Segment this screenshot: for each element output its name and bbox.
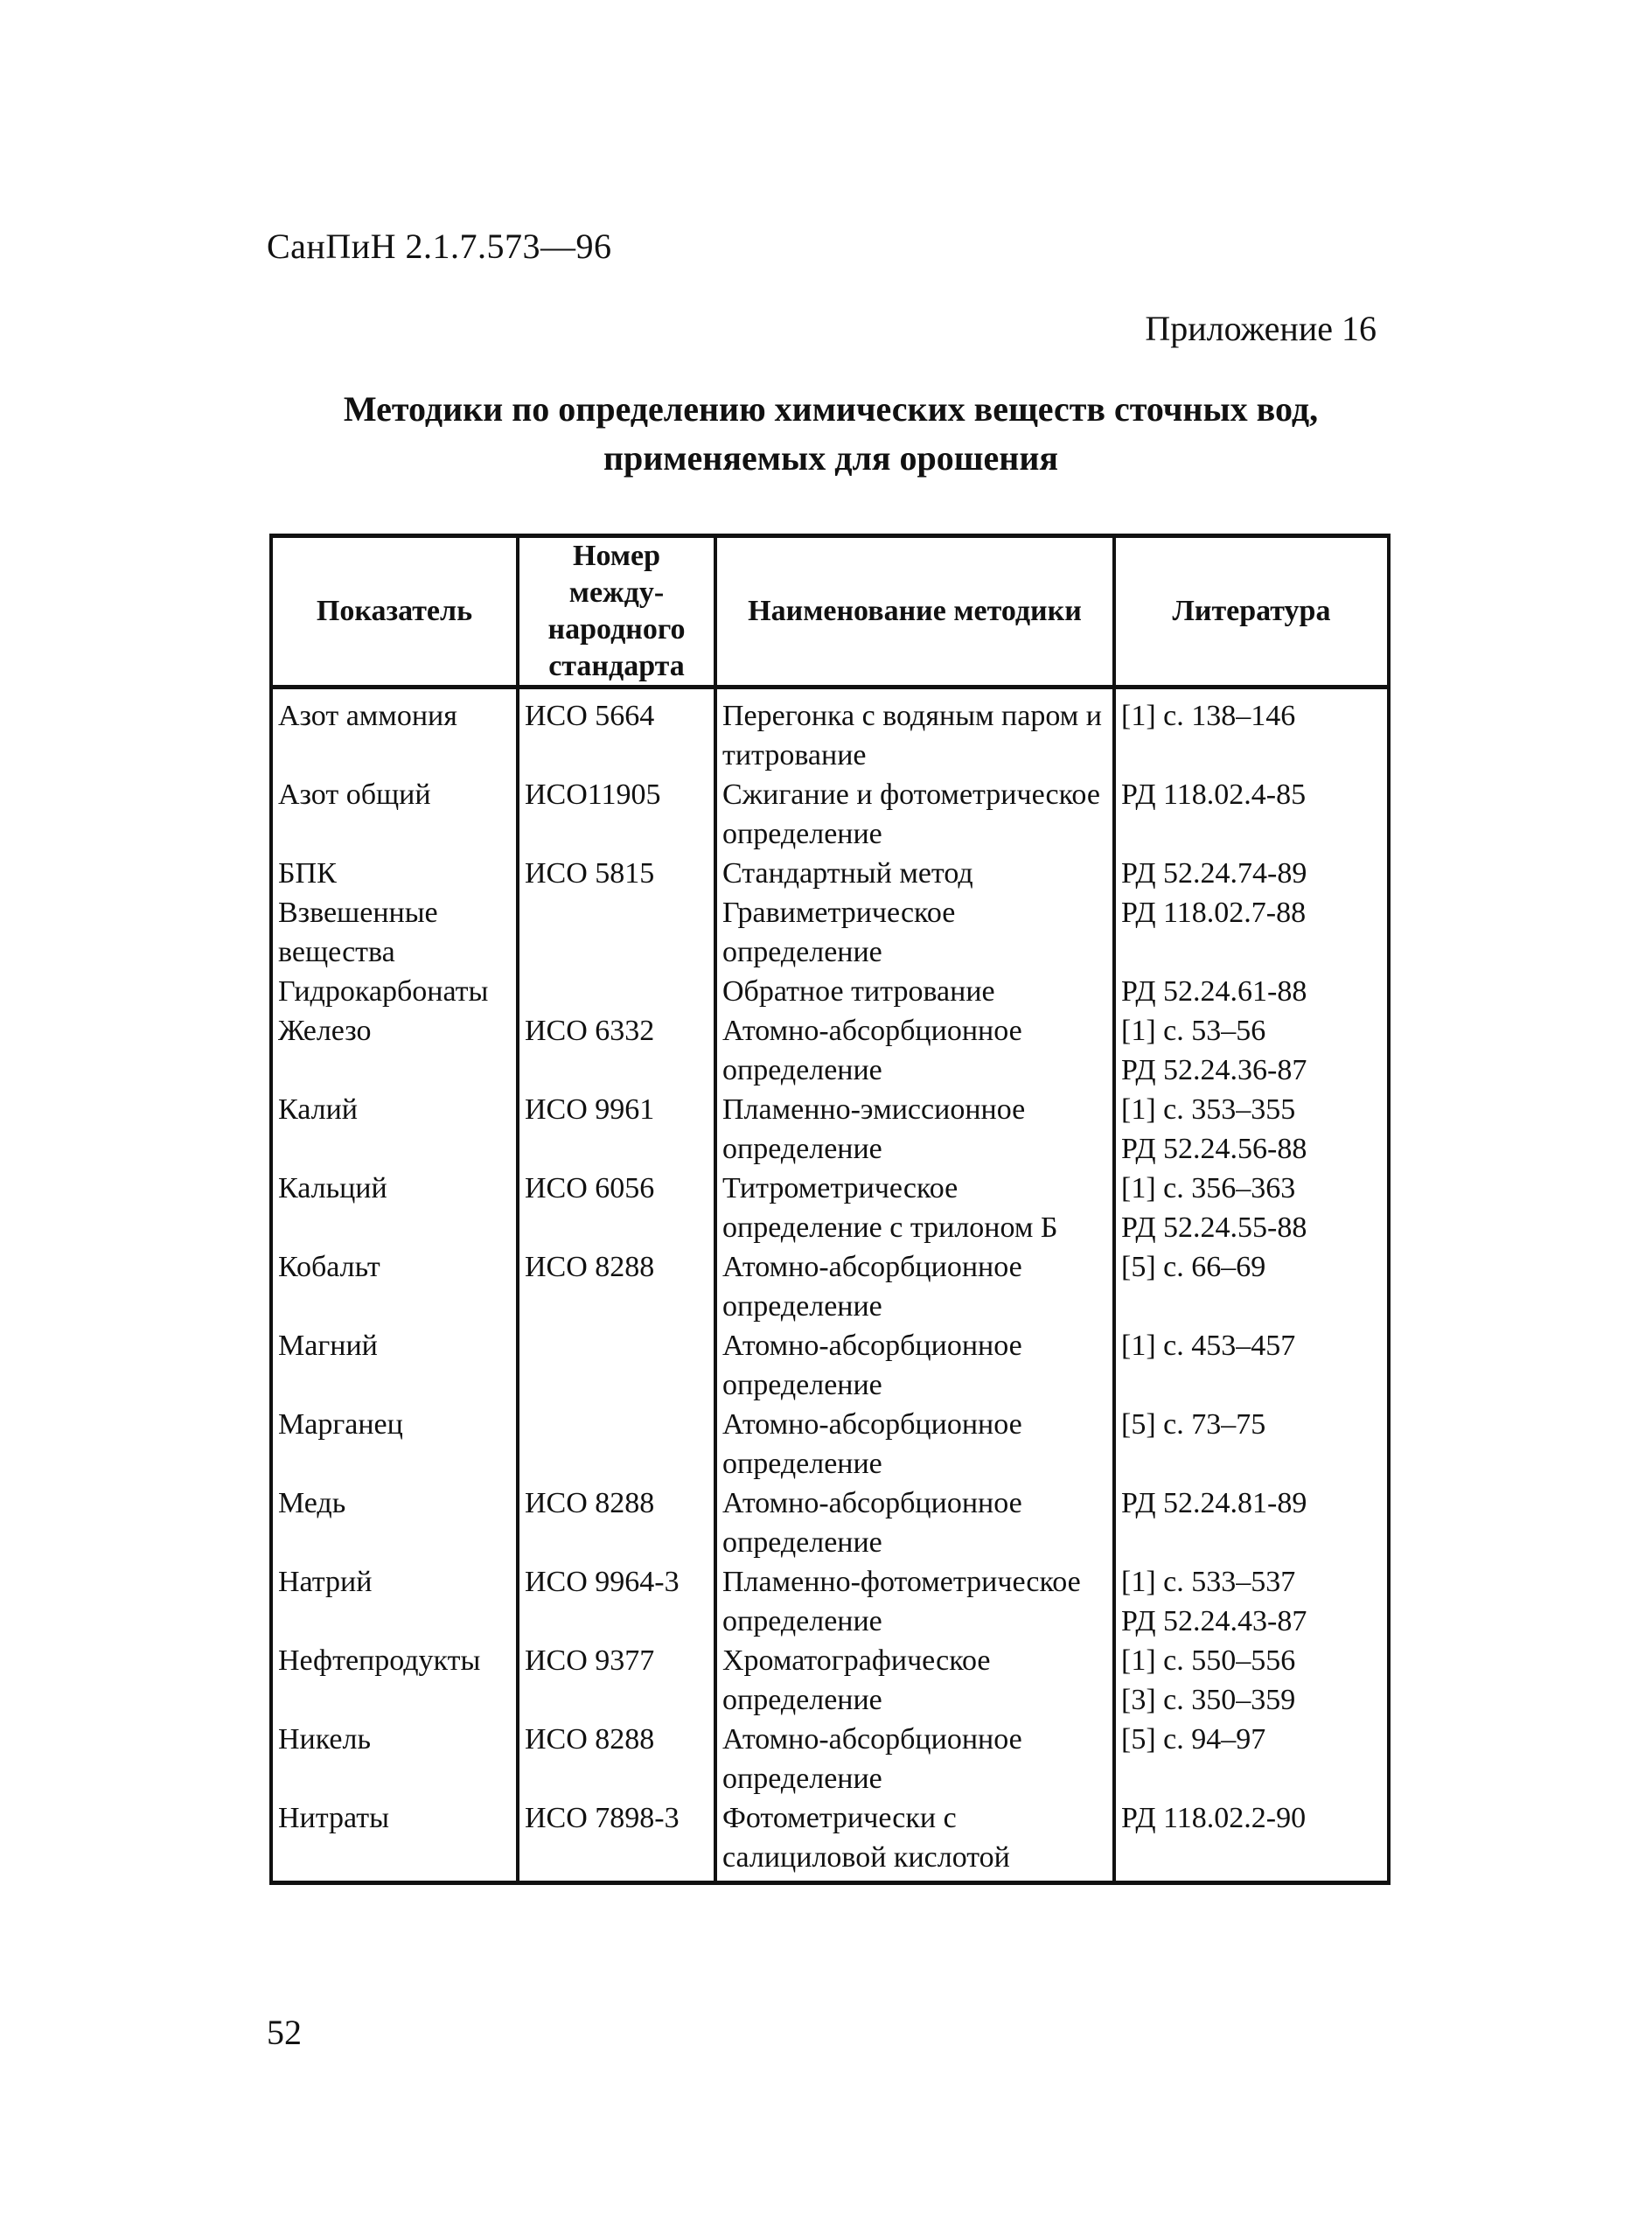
literature-cell xyxy=(1114,1641,1389,1720)
literature-cell xyxy=(1114,854,1389,893)
literature-reference: [1] с. 550–556 xyxy=(1121,1644,1296,1677)
literature-reference: РД 52.24.43-87 xyxy=(1121,1605,1307,1637)
table-row xyxy=(271,1326,1389,1405)
iso-number-cell: ИСО 9961 xyxy=(518,1090,715,1169)
method-cell: Атомно-абсорбционное определение xyxy=(715,1247,1114,1326)
literature-reference: [5] с. 73–75 xyxy=(1121,1408,1266,1441)
table-row xyxy=(271,972,1389,1011)
table-row xyxy=(271,1011,1389,1090)
indicator-cell: Железо xyxy=(271,1011,518,1090)
literature-cell xyxy=(1114,893,1389,972)
method-cell: Атомно-абсорбционное определение xyxy=(715,1405,1114,1483)
method-cell: Сжигание и фотометрическое определение xyxy=(715,775,1114,854)
literature-reference: РД 52.24.74-89 xyxy=(1121,857,1307,890)
indicator-cell: Кальций xyxy=(271,1169,518,1247)
indicator-cell: Кобальт xyxy=(271,1247,518,1326)
table-row xyxy=(271,854,1389,893)
iso-number-cell: ИСО 9377 xyxy=(518,1641,715,1720)
literature-cell xyxy=(1114,775,1389,854)
literature-reference: РД 52.24.55-88 xyxy=(1121,1211,1307,1244)
iso-number-cell: ИСО 5664 xyxy=(518,688,715,776)
table-row xyxy=(271,1562,1389,1641)
iso-number-cell: ИСО 8288 xyxy=(518,1720,715,1798)
literature-cell xyxy=(1114,1326,1389,1405)
table-row xyxy=(271,1483,1389,1562)
indicator-cell: Калий xyxy=(271,1090,518,1169)
iso-number-cell: ИСО 8288 xyxy=(518,1247,715,1326)
method-cell: Пламенно-фотометрическое определение xyxy=(715,1562,1114,1641)
literature-cell xyxy=(1114,1169,1389,1247)
indicator-cell: Магний xyxy=(271,1326,518,1405)
iso-number-cell xyxy=(518,972,715,1011)
indicator-cell: Натрий xyxy=(271,1562,518,1641)
literature-reference: [1] с. 453–457 xyxy=(1121,1330,1296,1362)
literature-cell xyxy=(1114,1405,1389,1483)
indicator-cell: Марганец xyxy=(271,1405,518,1483)
table-row xyxy=(271,1720,1389,1798)
literature-reference: РД 118.02.4-85 xyxy=(1121,778,1307,811)
table-row xyxy=(271,1798,1389,1883)
table-row xyxy=(271,1405,1389,1483)
literature-reference: РД 52.24.36-87 xyxy=(1121,1054,1307,1086)
indicator-cell: Азот аммония xyxy=(271,688,518,776)
indicator-cell: Медь xyxy=(271,1483,518,1562)
literature-cell xyxy=(1114,972,1389,1011)
iso-number-cell: ИСО 7898-3 xyxy=(518,1798,715,1883)
literature-reference: РД 118.02.7-88 xyxy=(1121,897,1307,929)
iso-number-cell: ИСО 6332 xyxy=(518,1011,715,1090)
method-cell: Пламенно-эмиссионное определение xyxy=(715,1090,1114,1169)
iso-number-cell xyxy=(518,1326,715,1405)
literature-reference: [1] с. 53–56 xyxy=(1121,1015,1266,1047)
table-row xyxy=(271,775,1389,854)
literature-cell xyxy=(1114,1798,1389,1883)
table-row xyxy=(271,688,1389,776)
method-cell: Атомно-абсорбционное определение xyxy=(715,1720,1114,1798)
literature-reference: [5] с. 94–97 xyxy=(1121,1723,1266,1756)
table-row xyxy=(271,1169,1389,1247)
method-cell: Перегонка с водяным паром и титрование xyxy=(715,688,1114,776)
literature-cell xyxy=(1114,1090,1389,1169)
iso-number-cell: ИСО 5815 xyxy=(518,854,715,893)
method-cell: Атомно-абсорбционное определение xyxy=(715,1011,1114,1090)
method-cell: Хроматографическое определение xyxy=(715,1641,1114,1720)
table-row xyxy=(271,893,1389,972)
iso-number-cell xyxy=(518,1405,715,1483)
literature-reference: [1] с. 353–355 xyxy=(1121,1093,1296,1126)
method-cell: Гравиметрическое определение xyxy=(715,893,1114,972)
literature-cell xyxy=(1114,1483,1389,1562)
literature-cell xyxy=(1114,688,1389,776)
literature-reference: РД 52.24.61-88 xyxy=(1121,975,1307,1008)
table-header-row xyxy=(271,536,1389,688)
method-cell: Титрометрическое определение с трилоном Б xyxy=(715,1169,1114,1247)
indicator-cell: БПК xyxy=(271,854,518,893)
table-row xyxy=(271,1641,1389,1720)
literature-reference: [1] с. 138–146 xyxy=(1121,700,1296,732)
literature-reference: [1] с. 533–537 xyxy=(1121,1566,1296,1598)
table-row xyxy=(271,1090,1389,1169)
iso-number-cell: ИСО 9964-3 xyxy=(518,1562,715,1641)
method-cell: Обратное титрование xyxy=(715,972,1114,1011)
iso-number-cell: ИСО11905 xyxy=(518,775,715,854)
indicator-cell: Нитраты xyxy=(271,1798,518,1883)
literature-reference: [5] с. 66–69 xyxy=(1121,1251,1266,1283)
methods-table xyxy=(269,534,1391,1885)
literature-reference: [1] с. 356–363 xyxy=(1121,1172,1296,1204)
literature-reference: РД 118.02.2-90 xyxy=(1121,1802,1307,1834)
method-cell: Атомно-абсорбционное определение xyxy=(715,1326,1114,1405)
literature-cell xyxy=(1114,1247,1389,1326)
header-method-name: Наименование методики xyxy=(715,536,1114,688)
page-number: 52 xyxy=(267,2013,302,2052)
literature-reference: РД 52.24.81-89 xyxy=(1121,1487,1307,1519)
iso-number-cell xyxy=(518,893,715,972)
iso-number-cell: ИСО 6056 xyxy=(518,1169,715,1247)
header-literature: Литература xyxy=(1114,536,1389,688)
literature-reference: [3] с. 350–359 xyxy=(1121,1684,1296,1716)
indicator-cell: Никель xyxy=(271,1720,518,1798)
method-cell: Фотометрически с салициловой кислотой xyxy=(715,1798,1114,1883)
literature-reference: РД 52.24.56-88 xyxy=(1121,1133,1307,1165)
iso-number-cell: ИСО 8288 xyxy=(518,1483,715,1562)
indicator-cell: Нефтепродукты xyxy=(271,1641,518,1720)
table-row xyxy=(271,1247,1389,1326)
literature-cell xyxy=(1114,1562,1389,1641)
method-cell: Атомно-абсорбционное определение xyxy=(715,1483,1114,1562)
page-title: Методики по определению химических веществ сточных вод, применяемых для орошения xyxy=(343,389,1319,478)
indicator-cell: Взвешенные вещества xyxy=(271,893,518,972)
literature-cell xyxy=(1114,1011,1389,1090)
indicator-cell: Гидрокарбонаты xyxy=(271,972,518,1011)
method-cell: Стандартный метод xyxy=(715,854,1114,893)
appendix-label: Приложение 16 xyxy=(1145,309,1377,348)
literature-cell xyxy=(1114,1720,1389,1798)
indicator-cell: Азот общий xyxy=(271,775,518,854)
header-indicator: Показатель xyxy=(271,536,518,688)
header-iso-number: Номер между-народного стандарта xyxy=(518,536,715,688)
document-code: СанПиН 2.1.7.573—96 xyxy=(267,227,612,266)
table-body xyxy=(271,688,1389,1883)
